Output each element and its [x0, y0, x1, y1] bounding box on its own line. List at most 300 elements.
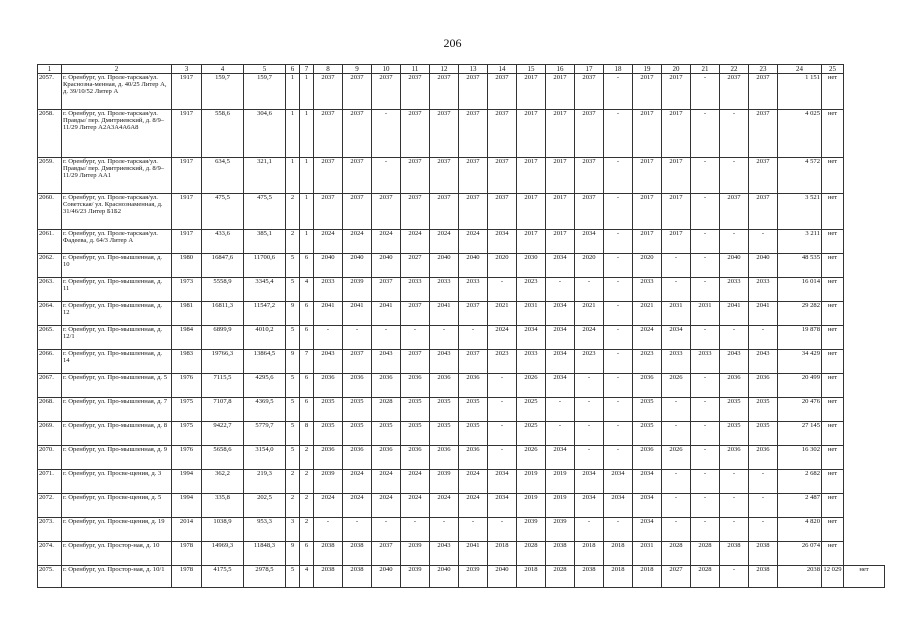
cost-cell: 29 282 — [778, 302, 822, 326]
address-cell: г. Оренбург, ул. Просве-щения, д. 19 — [62, 518, 172, 542]
table-cell: 2043 — [372, 350, 401, 374]
row-number-cell: 2074. — [38, 542, 62, 566]
table-cell: 2017 — [546, 110, 575, 158]
cost-cell: 3 521 — [778, 194, 822, 230]
table-cell: 2037 — [459, 110, 488, 158]
table-cell: 5 — [286, 278, 300, 302]
table-cell: - — [749, 326, 778, 350]
table-cell: 2024 — [372, 230, 401, 254]
table-cell: 2040 — [459, 254, 488, 278]
table-cell: 2 — [286, 470, 300, 494]
table-cell: 2028 — [691, 542, 720, 566]
cost-cell: 2 682 — [778, 470, 822, 494]
table-row — [38, 494, 885, 518]
table-cell: - — [691, 518, 720, 542]
address-cell: г. Оренбург, ул. Про-мышленная, д. 5 — [62, 374, 172, 398]
housing-register-table — [37, 64, 885, 588]
column-number-13: 13 — [459, 65, 488, 74]
table-cell: 5 — [286, 422, 300, 446]
table-cell: 2034 — [488, 470, 517, 494]
table-cell: 2024 — [343, 230, 372, 254]
table-cell: - — [691, 494, 720, 518]
status-cell: нет — [822, 254, 844, 278]
address-cell: г. Оренбург, ул. Про-мышленная, д. 8 — [62, 422, 172, 446]
table-cell: 2033 — [691, 350, 720, 374]
table-cell: 2017 — [546, 230, 575, 254]
table-cell: 4 — [300, 278, 314, 302]
table-cell: 2038 — [749, 566, 778, 588]
cost-cell: 27 145 — [778, 422, 822, 446]
table-cell: - — [488, 446, 517, 470]
table-cell: 2023 — [517, 278, 546, 302]
column-number-4: 4 — [202, 65, 244, 74]
column-number-row — [38, 65, 885, 74]
table-cell: 2021 — [633, 302, 662, 326]
table-cell: 1984 — [172, 326, 202, 350]
table-cell: 2043 — [314, 350, 343, 374]
table-cell: 2035 — [430, 398, 459, 422]
table-cell: 2024 — [488, 326, 517, 350]
table-cell: 2036 — [372, 374, 401, 398]
column-number-25: 25 — [822, 65, 844, 74]
table-cell: 5 — [286, 398, 300, 422]
table-cell: 2036 — [459, 446, 488, 470]
table-cell: - — [575, 398, 604, 422]
table-cell: - — [691, 398, 720, 422]
table-cell: 2037 — [430, 194, 459, 230]
table-cell: 2024 — [314, 230, 343, 254]
table-cell: 2037 — [314, 74, 343, 110]
table-cell: 1917 — [172, 74, 202, 110]
table-cell: 2 — [286, 194, 300, 230]
cost-cell: 2038 — [778, 566, 822, 588]
table-cell: 1983 — [172, 350, 202, 374]
table-cell: 2978,5 — [244, 566, 286, 588]
table-cell: 2037 — [749, 110, 778, 158]
table-cell: 2023 — [488, 350, 517, 374]
table-cell: 5 — [286, 446, 300, 470]
cost-cell: 16 014 — [778, 278, 822, 302]
table-cell: - — [372, 326, 401, 350]
address-cell: г. Оренбург, ул. Про-мышленная, д. 7 — [62, 398, 172, 422]
table-cell: 2035 — [372, 422, 401, 446]
status-cell: нет — [822, 494, 844, 518]
address-cell: г. Оренбург, ул. Проле-тарская/ул. Фадеева, д. 64/3 Литер А — [62, 230, 172, 254]
table-cell: 2020 — [633, 254, 662, 278]
table-cell: 2024 — [459, 494, 488, 518]
column-number-8: 8 — [314, 65, 343, 74]
table-cell: - — [604, 230, 633, 254]
table-cell: 2037 — [459, 74, 488, 110]
table-cell: 2034 — [604, 494, 633, 518]
table-cell: 2037 — [430, 110, 459, 158]
table-cell: - — [749, 230, 778, 254]
table-cell: - — [604, 374, 633, 398]
table-cell: 3154,0 — [244, 446, 286, 470]
table-cell: 2033 — [662, 350, 691, 374]
table-cell: 2028 — [546, 566, 575, 588]
row-number-cell: 2061. — [38, 230, 62, 254]
table-cell: 2035 — [720, 422, 749, 446]
column-number-14: 14 — [488, 65, 517, 74]
table-cell: - — [488, 398, 517, 422]
table-cell: - — [604, 302, 633, 326]
table-cell: 2 — [300, 494, 314, 518]
row-number-cell: 2064. — [38, 302, 62, 326]
table-cell: 1981 — [172, 302, 202, 326]
row-number-cell: 2072. — [38, 494, 62, 518]
column-number-17: 17 — [575, 65, 604, 74]
table-cell: 2037 — [430, 74, 459, 110]
table-cell: 2017 — [662, 74, 691, 110]
cost-cell: 48 535 — [778, 254, 822, 278]
table-cell: 2036 — [314, 374, 343, 398]
table-cell: 2035 — [343, 398, 372, 422]
table-cell: 2036 — [430, 374, 459, 398]
table-cell: 2020 — [488, 254, 517, 278]
table-cell: 2043 — [720, 350, 749, 374]
table-cell: 1994 — [172, 494, 202, 518]
table-cell: 2019 — [546, 494, 575, 518]
table-row — [38, 470, 885, 494]
table-cell: 2024 — [343, 494, 372, 518]
table-cell: 7115,5 — [202, 374, 244, 398]
table-cell: 1994 — [172, 470, 202, 494]
cost-cell: 26 074 — [778, 542, 822, 566]
table-cell: 2039 — [517, 518, 546, 542]
table-cell: 558,6 — [202, 110, 244, 158]
table-cell: 1917 — [172, 158, 202, 194]
table-cell: 2033 — [720, 278, 749, 302]
table-cell: 2037 — [343, 350, 372, 374]
table-cell: 2037 — [372, 194, 401, 230]
table-cell: 2028 — [372, 398, 401, 422]
table-cell: 2037 — [459, 350, 488, 374]
table-cell: 2036 — [720, 374, 749, 398]
column-number-16: 16 — [546, 65, 575, 74]
table-cell: - — [604, 518, 633, 542]
status-cell: нет — [822, 74, 844, 110]
table-cell: 2040 — [488, 566, 517, 588]
table-row — [38, 422, 885, 446]
status-cell: нет — [822, 446, 844, 470]
table-cell: - — [546, 398, 575, 422]
table-cell: - — [604, 398, 633, 422]
table-cell: 4175,5 — [202, 566, 244, 588]
table-cell: 2035 — [314, 422, 343, 446]
table-cell: 2024 — [430, 230, 459, 254]
table-cell: 2041 — [314, 302, 343, 326]
table-cell: 2035 — [749, 422, 778, 446]
table-cell: 2024 — [459, 230, 488, 254]
table-cell: 159,7 — [244, 74, 286, 110]
table-row — [38, 518, 885, 542]
cost-cell: 16 302 — [778, 446, 822, 470]
table-cell: 2033 — [314, 278, 343, 302]
table-cell: - — [372, 110, 401, 158]
status-cell: нет — [822, 542, 844, 566]
table-cell: 2034 — [604, 470, 633, 494]
table-cell: 2037 — [575, 110, 604, 158]
row-number-cell: 2068. — [38, 398, 62, 422]
table-cell: - — [488, 518, 517, 542]
table-cell: 1 — [300, 194, 314, 230]
table-cell: 2037 — [488, 110, 517, 158]
table-cell: 2027 — [662, 566, 691, 588]
table-cell: - — [459, 326, 488, 350]
table-cell: - — [604, 350, 633, 374]
table-cell: - — [720, 158, 749, 194]
table-cell: 2017 — [662, 194, 691, 230]
table-cell: 2037 — [343, 110, 372, 158]
table-cell: 2040 — [372, 254, 401, 278]
table-cell: 6 — [300, 326, 314, 350]
table-cell: - — [575, 422, 604, 446]
table-cell: 2014 — [172, 518, 202, 542]
table-cell: 9 — [286, 302, 300, 326]
table-cell: 2037 — [575, 158, 604, 194]
cost-cell: 19 878 — [778, 326, 822, 350]
table-cell: - — [604, 158, 633, 194]
table-header — [38, 65, 885, 74]
table-cell: 2 — [286, 230, 300, 254]
table-cell: 2024 — [401, 230, 430, 254]
table-cell: 2037 — [459, 302, 488, 326]
table-cell: 2035 — [459, 398, 488, 422]
table-cell: 2037 — [343, 74, 372, 110]
table-cell: 5558,9 — [202, 278, 244, 302]
table-cell: 4 — [300, 566, 314, 588]
table-cell: 2035 — [430, 422, 459, 446]
table-cell: 2036 — [459, 374, 488, 398]
table-cell: 2036 — [343, 446, 372, 470]
table-cell: 1 — [300, 74, 314, 110]
table-cell: 2035 — [633, 422, 662, 446]
table-cell: 2036 — [633, 446, 662, 470]
address-cell: г. Оренбург, ул. Просве-щения, д. 3 — [62, 470, 172, 494]
table-cell: 1 — [300, 110, 314, 158]
table-cell: 2037 — [575, 74, 604, 110]
table-cell: - — [691, 230, 720, 254]
status-cell: нет — [822, 302, 844, 326]
row-number-cell: 2069. — [38, 422, 62, 446]
table-cell: 2017 — [633, 230, 662, 254]
table-cell: - — [401, 326, 430, 350]
table-cell: - — [691, 278, 720, 302]
table-cell: 2037 — [343, 158, 372, 194]
table-cell: 1038,9 — [202, 518, 244, 542]
table-cell: 2039 — [401, 542, 430, 566]
table-cell: 2018 — [604, 542, 633, 566]
table-cell: 2040 — [430, 566, 459, 588]
column-number-6: 6 — [286, 65, 300, 74]
table-cell: 2039 — [314, 470, 343, 494]
table-cell: 2034 — [546, 446, 575, 470]
table-cell: 16847,6 — [202, 254, 244, 278]
table-cell: 2024 — [633, 326, 662, 350]
table-cell: - — [604, 254, 633, 278]
table-cell: - — [401, 518, 430, 542]
table-cell: 2037 — [314, 158, 343, 194]
table-cell: - — [604, 74, 633, 110]
table-cell: 2017 — [546, 158, 575, 194]
table-cell: 2034 — [546, 302, 575, 326]
table-cell: 2033 — [459, 278, 488, 302]
table-cell: 2036 — [372, 446, 401, 470]
table-cell: 2018 — [488, 542, 517, 566]
table-cell: 13864,5 — [244, 350, 286, 374]
table-cell: 2017 — [517, 158, 546, 194]
table-cell: - — [488, 374, 517, 398]
table-cell: 2034 — [546, 326, 575, 350]
table-cell: - — [662, 470, 691, 494]
address-cell: г. Оренбург, ул. Простор-ная, д. 10/1 — [62, 566, 172, 588]
row-number-cell: 2059. — [38, 158, 62, 194]
table-cell: 1976 — [172, 374, 202, 398]
row-number-cell: 2065. — [38, 326, 62, 350]
address-cell: г. Оренбург, ул. Про-мышленная, д. 10 — [62, 254, 172, 278]
table-cell: - — [691, 326, 720, 350]
table-cell: 6 — [300, 398, 314, 422]
address-cell: г. Оренбург, ул. Проле-тарская/ул. Краснозна-менная, д. 40/25 Литер А, д. 39/10/52 Литер А — [62, 74, 172, 110]
column-number-12: 12 — [430, 65, 459, 74]
row-number-cell: 2058. — [38, 110, 62, 158]
column-number-21: 21 — [691, 65, 720, 74]
table-cell: 2020 — [575, 254, 604, 278]
table-cell: 2041 — [430, 302, 459, 326]
table-cell: 2040 — [343, 254, 372, 278]
row-number-cell: 2062. — [38, 254, 62, 278]
table-cell: 2037 — [401, 194, 430, 230]
table-cell: 2037 — [372, 74, 401, 110]
table-cell: 9 — [286, 542, 300, 566]
table-cell: 2041 — [749, 302, 778, 326]
table-row — [38, 542, 885, 566]
table-cell: 1973 — [172, 278, 202, 302]
column-number-9: 9 — [343, 65, 372, 74]
table-cell: - — [546, 422, 575, 446]
status-cell: нет — [822, 194, 844, 230]
table-cell: 2035 — [401, 398, 430, 422]
row-number-cell: 2067. — [38, 374, 62, 398]
table-cell: 11547,2 — [244, 302, 286, 326]
status-cell: нет — [822, 518, 844, 542]
table-cell: - — [691, 470, 720, 494]
cost-cell: 4 025 — [778, 110, 822, 158]
table-cell: - — [662, 278, 691, 302]
table-cell: 2017 — [517, 230, 546, 254]
table-row — [38, 302, 885, 326]
table-cell: 2041 — [720, 302, 749, 326]
table-cell: - — [720, 470, 749, 494]
table-cell: 2034 — [633, 518, 662, 542]
table-cell: 2018 — [604, 566, 633, 588]
table-cell: 2037 — [401, 158, 430, 194]
table-cell: 2038 — [546, 542, 575, 566]
table-cell: нет — [844, 566, 885, 588]
status-cell: нет — [822, 374, 844, 398]
table-cell: 1 — [300, 158, 314, 194]
table-cell: 2023 — [575, 350, 604, 374]
table-cell: 6 — [300, 302, 314, 326]
cost-cell: 20 499 — [778, 374, 822, 398]
table-cell: 362,2 — [202, 470, 244, 494]
table-cell: - — [372, 158, 401, 194]
table-cell: - — [749, 470, 778, 494]
table-cell: 2 — [300, 470, 314, 494]
table-cell: 2028 — [691, 566, 720, 588]
table-cell: 2035 — [343, 422, 372, 446]
table-cell: - — [720, 326, 749, 350]
table-cell: 304,6 — [244, 110, 286, 158]
table-cell: 1980 — [172, 254, 202, 278]
column-number-10: 10 — [372, 65, 401, 74]
table-cell: 11848,3 — [244, 542, 286, 566]
table-cell: 5779,7 — [244, 422, 286, 446]
table-cell: - — [575, 374, 604, 398]
table-cell: 2037 — [488, 74, 517, 110]
table-cell: 2034 — [488, 494, 517, 518]
table-cell: - — [749, 494, 778, 518]
table-cell: 2034 — [488, 230, 517, 254]
table-cell: 1 — [286, 110, 300, 158]
table-cell: 5658,6 — [202, 446, 244, 470]
table-cell: 2036 — [343, 374, 372, 398]
table-cell: 2041 — [372, 302, 401, 326]
table-row — [38, 74, 885, 110]
status-cell: нет — [822, 470, 844, 494]
table-cell: 2023 — [633, 350, 662, 374]
table-cell: 2037 — [314, 194, 343, 230]
table-cell: 14969,3 — [202, 542, 244, 566]
table-cell: 953,3 — [244, 518, 286, 542]
column-number-3: 3 — [172, 65, 202, 74]
table-row — [38, 110, 885, 158]
address-cell: г. Оренбург, ул. Просве-щения, д. 5 — [62, 494, 172, 518]
table-cell: - — [691, 446, 720, 470]
table-cell: 2024 — [430, 494, 459, 518]
table-cell: 9422,7 — [202, 422, 244, 446]
table-cell: 475,5 — [202, 194, 244, 230]
table-row — [38, 158, 885, 194]
table-cell: 2031 — [633, 542, 662, 566]
row-number-cell: 2073. — [38, 518, 62, 542]
table-cell: 2037 — [372, 278, 401, 302]
table-cell: 2034 — [517, 326, 546, 350]
table-cell: 2037 — [459, 194, 488, 230]
table-cell: 19766,3 — [202, 350, 244, 374]
table-cell: 2036 — [633, 374, 662, 398]
table-cell: 2025 — [517, 398, 546, 422]
table-cell: 2040 — [372, 566, 401, 588]
table-cell: 4295,6 — [244, 374, 286, 398]
table-cell: - — [662, 518, 691, 542]
table-cell: - — [720, 110, 749, 158]
table-cell: - — [604, 194, 633, 230]
table-cell: 2035 — [314, 398, 343, 422]
table-cell: 2024 — [459, 470, 488, 494]
table-cell: 2019 — [517, 470, 546, 494]
table-cell: 2036 — [430, 446, 459, 470]
table-cell: 2037 — [401, 302, 430, 326]
table-cell: 2038 — [575, 566, 604, 588]
status-cell: нет — [822, 158, 844, 194]
table-cell: 2017 — [633, 158, 662, 194]
table-cell: 2017 — [633, 74, 662, 110]
table-cell: 2037 — [372, 542, 401, 566]
table-cell: 2037 — [749, 158, 778, 194]
table-cell: 2024 — [314, 494, 343, 518]
